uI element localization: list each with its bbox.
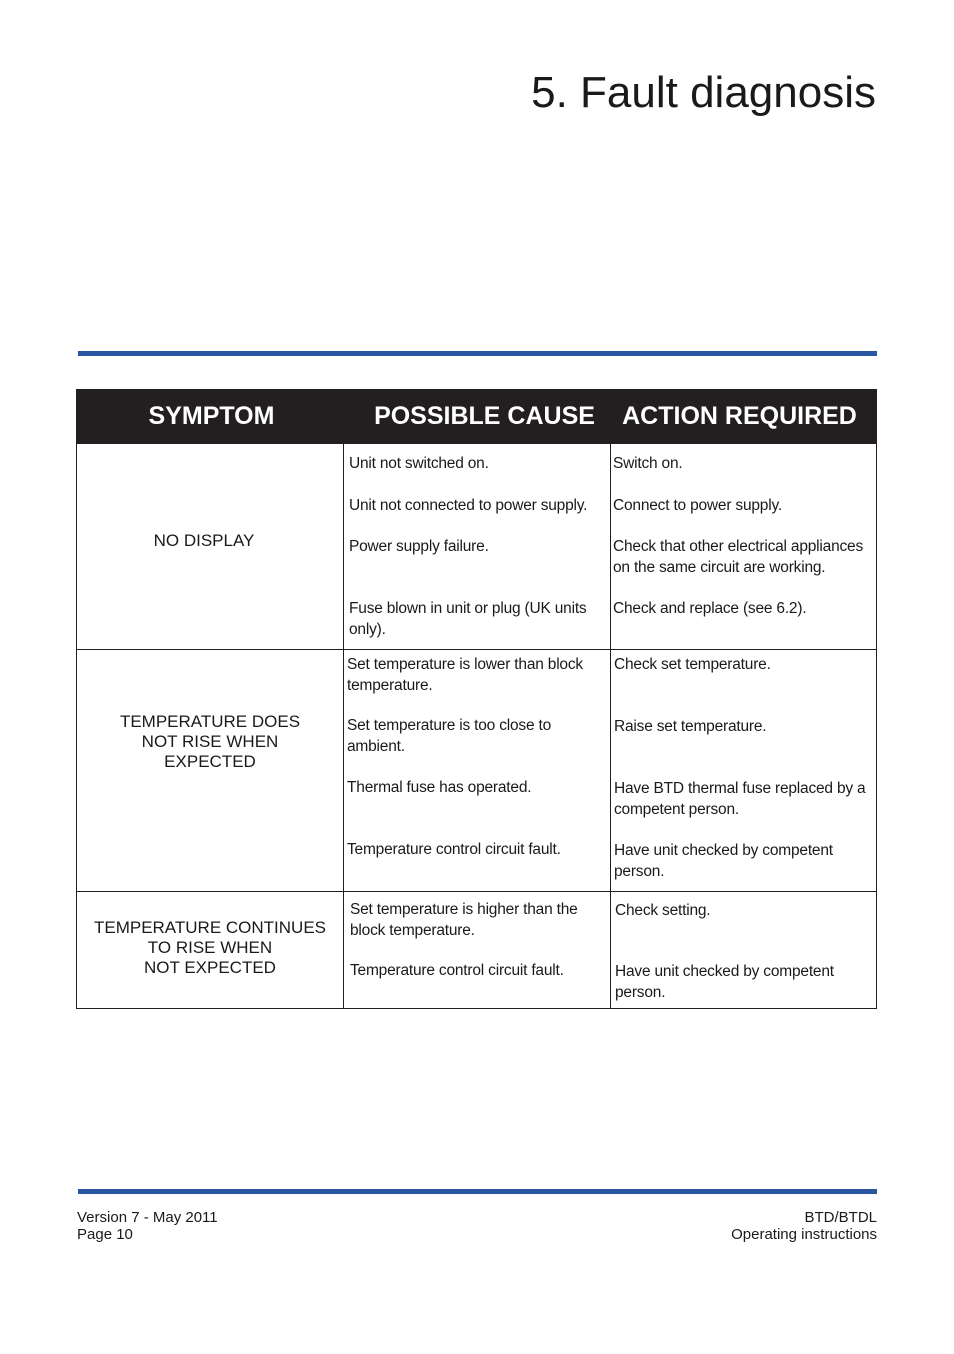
cause-item: Fuse blown in unit or plug (UK units only). bbox=[349, 600, 587, 638]
action-item: Connect to power supply. bbox=[613, 497, 782, 514]
header-action-required: ACTION REQUIRED bbox=[622, 402, 857, 430]
action-item: Raise set temperature. bbox=[614, 718, 767, 735]
header-possible-cause: POSSIBLE CAUSE bbox=[374, 402, 595, 430]
symptom-cell bbox=[77, 650, 344, 891]
cause-item: Unit not switched on. bbox=[349, 455, 489, 472]
action-item: Check that other electrical appliances on the same circuit are working. bbox=[613, 538, 864, 576]
symptom-cell bbox=[77, 444, 344, 649]
footer-doc-type: Operating instructions bbox=[731, 1226, 877, 1243]
cause-cell bbox=[344, 444, 611, 649]
page-title: 5. Fault diagnosis bbox=[531, 68, 876, 117]
cause-cell bbox=[344, 892, 611, 1008]
cause-item: Power supply failure. bbox=[349, 538, 489, 555]
top-divider bbox=[78, 351, 877, 356]
action-item: Check setting. bbox=[615, 902, 711, 919]
table-row bbox=[76, 650, 877, 892]
action-item: Check and replace (see 6.2). bbox=[613, 600, 807, 617]
footer-product: BTD/BTDL bbox=[804, 1209, 877, 1226]
table-header bbox=[76, 389, 877, 444]
symptom-cell bbox=[77, 892, 344, 1008]
footer-left bbox=[77, 1209, 218, 1243]
cause-item: Thermal fuse has operated. bbox=[347, 779, 532, 796]
fault-diagnosis-table bbox=[76, 389, 877, 1009]
cause-item: Temperature control circuit fault. bbox=[350, 962, 564, 979]
action-item: Have BTD thermal fuse replaced by a competent person. bbox=[614, 780, 866, 818]
action-item: Switch on. bbox=[613, 455, 683, 472]
header-symptom: SYMPTOM bbox=[148, 402, 275, 430]
footer-right bbox=[731, 1209, 877, 1243]
cause-cell bbox=[344, 650, 611, 891]
table-row bbox=[76, 892, 877, 1009]
footer-page-number: Page 10 bbox=[77, 1226, 133, 1243]
table-row bbox=[76, 444, 877, 650]
symptom-text: TEMPERATURE CONTINUES TO RISE WHEN NOT EXPECTED bbox=[93, 918, 327, 977]
action-cell bbox=[611, 444, 876, 649]
action-cell bbox=[611, 892, 876, 1008]
cause-item: Set temperature is lower than block temperature. bbox=[347, 656, 583, 694]
cause-item: Unit not connected to power supply. bbox=[349, 497, 588, 514]
cause-item: Set temperature is higher than the block temperature. bbox=[350, 901, 578, 939]
symptom-text: NO DISPLAY bbox=[153, 530, 255, 550]
footer-version: Version 7 - May 2011 bbox=[77, 1209, 218, 1226]
symptom-text: TEMPERATURE DOES NOT RISE WHEN EXPECTED bbox=[119, 711, 301, 771]
action-item: Have unit checked by competent person. bbox=[615, 963, 834, 1001]
action-cell bbox=[611, 650, 876, 891]
bottom-divider bbox=[78, 1189, 877, 1194]
cause-item: Temperature control circuit fault. bbox=[347, 841, 561, 858]
action-item: Check set temperature. bbox=[614, 656, 771, 673]
cause-item: Set temperature is too close to ambient. bbox=[347, 717, 552, 755]
action-item: Have unit checked by competent person. bbox=[614, 842, 833, 880]
